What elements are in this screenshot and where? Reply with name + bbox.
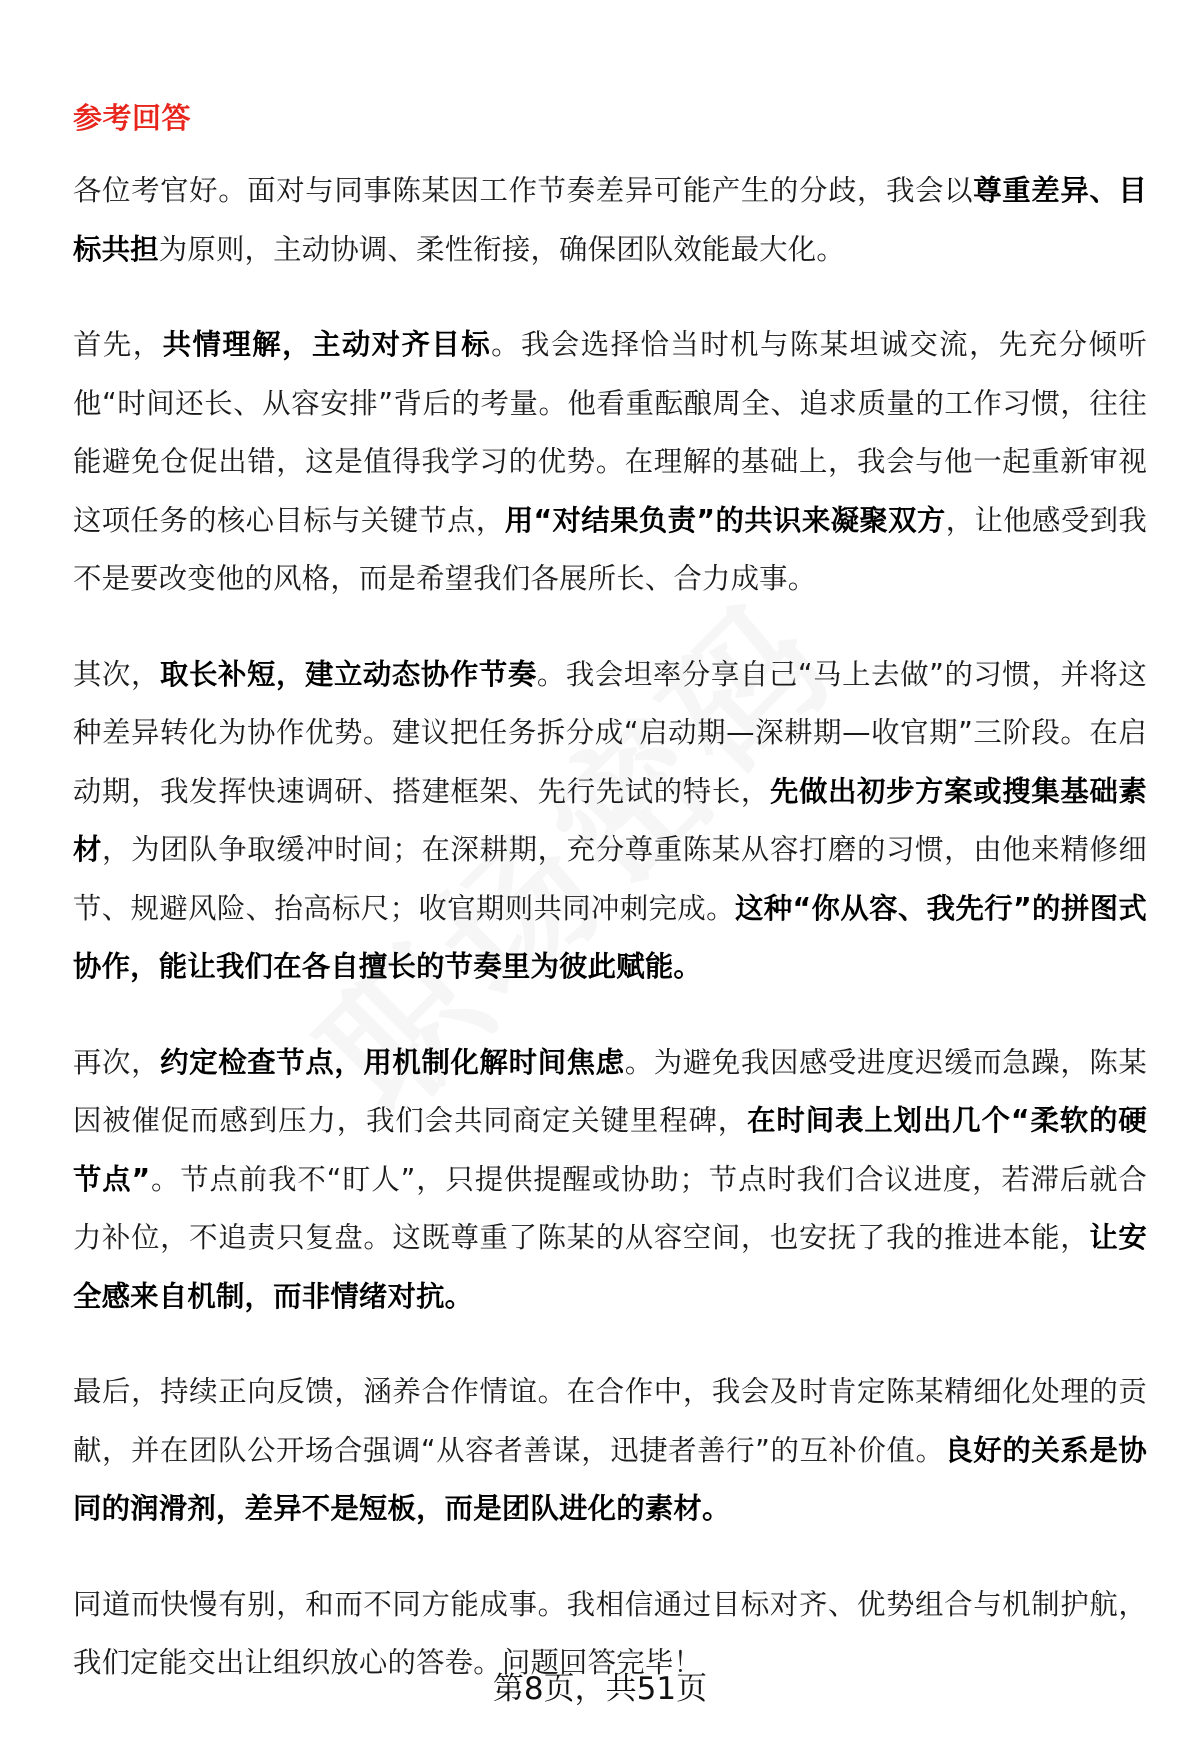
text-run: 首先， [73, 328, 163, 361]
text-run: 再次， [73, 1045, 161, 1079]
bold-text: 尊重差异、目标共担 [73, 174, 1148, 266]
text-run: 。为避免我因感受进度迟缓而急躁，陈某因被催促而感到压力，我们会共同商定关键里程碑， [73, 1045, 1147, 1137]
answer-body [73, 162, 1147, 1730]
bold-text: 先做出初步方案或搜集基础素材 [73, 774, 1147, 866]
text-run: ，让他感受到我不是要改变他的风格，而是希望我们各展所长、合力成事。 [73, 503, 1147, 595]
paragraph-intro [73, 162, 1147, 279]
text-run: 各位考官好。面对与同事陈某因工作节奏差异可能产生的分歧，我会以 [73, 174, 974, 207]
text-run: ，为团队争取缓冲时间；在深耕期，充分尊重陈某从容打磨的习惯，由他来精修细节、规避风险、抬高标尺；收官期则共同冲刺完成。 [73, 833, 1148, 925]
text-run: 其次， [73, 657, 160, 691]
bold-text: 用“对结果负责”的共识来凝聚双方 [504, 503, 946, 537]
paragraph-first [73, 316, 1147, 609]
bold-text: 让安全感来自机制，而非情绪对抗。 [73, 1221, 1147, 1313]
section-title: 参考回答 [73, 101, 192, 135]
bold-text: 良好的关系是协同的润滑剂，差异不是短板，而是团队进化的素材。 [73, 1433, 1147, 1525]
paragraph-third [73, 1034, 1147, 1327]
bold-text: 取长补短，建立动态协作节奏 [159, 657, 537, 691]
text-run: 同道而快慢有别，和而不同方能成事。我相信通过目标对齐、优势组合与机制护航，我们定能交出让组织放心的答卷。问题回答完毕！ [73, 1587, 1147, 1679]
paragraph-last [73, 1363, 1147, 1539]
bold-text: 在时间表上划出几个“柔软的硬节点” [73, 1104, 1147, 1196]
text-run: 。我会选择恰当时机与陈某坦诚交流，先充分倾听他“时间还长、从容安排”背后的考量。他看重酝酿周全、追求质量的工作习惯，往往能避免仓促出错，这是值得我学习的优势。在理解的基础上，我会与他一起重新审视这项任务的核心目标与关键节点， [73, 328, 1147, 537]
text-run: 。我会坦率分享自己“马上去做”的习惯，并将这种差异转化为协作优势。建议把任务拆分成“启动期—深耕期—收官期”三阶段。在启动期，我发挥快速调研、搭建框架、先行先试的特长， [73, 657, 1147, 808]
bold-text: 这种“你从容、我先行”的拼图式协作，能让我们在各自擅长的节奏里为彼此赋能。 [73, 891, 1147, 983]
text-run: 最后，持续正向反馈，涵养合作情谊。在合作中，我会及时肯定陈某精细化处理的贡献，并在团队公开场合强调“从容者善谋，迅捷者善行”的互补价值。 [73, 1375, 1147, 1467]
text-run: 为原则，主动协调、柔性衔接，确保团队效能最大化。 [158, 232, 845, 266]
bold-text: 共情理解，主动对齐目标 [162, 328, 492, 361]
bold-text: 约定检查节点，用机制化解时间焦虑 [160, 1045, 625, 1079]
paragraph-second [73, 646, 1147, 997]
text-run: 。节点前我不“盯人”，只提供提醒或协助；节点时我们合议进度，若滞后就合力补位，不追责只复盘。这既尊重了陈某的从容空间，也安抚了我的推进本能， [73, 1162, 1147, 1254]
page-number: 第8页，共51页 [492, 1671, 708, 1707]
